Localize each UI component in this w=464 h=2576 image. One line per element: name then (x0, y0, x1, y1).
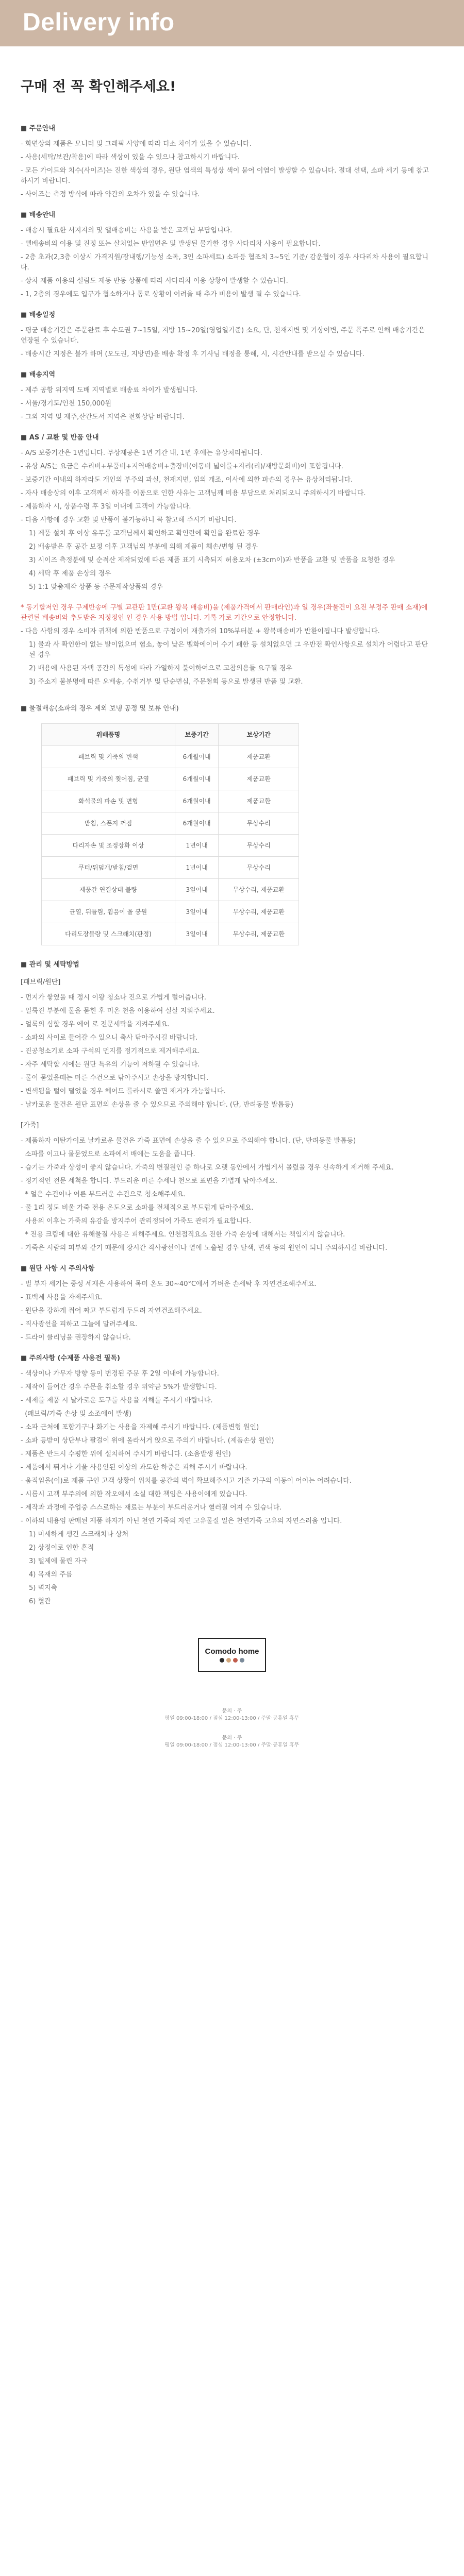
notice-line: - 유상 A/S는 요금은 수리비+부품비+지역배송비+출장비(이동비 넓이를+지리(리)/재방문회비)이 포함됩니다. (21, 463, 343, 470)
notice-line: - 표백제 사용을 자제주세요. (21, 1294, 103, 1301)
table-row (42, 835, 299, 857)
table-cell: 패브릭 및 기죽의 변색 (42, 746, 175, 768)
table-cell: 3일이내 (175, 901, 218, 923)
table-cell: 다리도장불량 및 스크래치(판정) (42, 923, 175, 945)
notice-line: - A/S 보증기간은 1년입니다. 무상제공은 1년 기간 내, 1년 후에는 유상처리됩니다. (21, 449, 262, 457)
section-title: ■ 주의사항 (수제품 사용전 필독) (21, 1354, 120, 1362)
notice-line: - 드라이 클리닝을 권장하지 않습니다. (21, 1334, 131, 1342)
notice-line: - 습기는 가죽과 상성이 좋지 않습니다. 가죽의 변질원인 중 하나로 오랫 동안에서 가볍게서 몰렸을 경우 신속하게 제거해 주세요. (21, 1164, 394, 1172)
table-cell: 무상수리 (219, 835, 299, 857)
notice-line: - 날카로운 물건은 원단 표면의 손상을 줄 수 있으므로 주의해야 합니다. (단, 반려동물 발톱등) (21, 1101, 293, 1109)
table-header-row (42, 724, 299, 746)
notice-line: - 소파 근처에 포함기구나 화기는 사용을 자제해 주시기 바랍니다. (제품변형 원인) (21, 1423, 259, 1431)
section-title: ■ 배송지역 (21, 371, 56, 379)
notice-line: - 얼룩진 부분에 물을 묻힌 후 미온 천을 이용하여 실살 지워주세요. (21, 1007, 215, 1015)
table-cell: 1년이내 (175, 857, 218, 879)
logo-dot (226, 1658, 231, 1663)
notice-line: - 다음 사항의 경우 소비자 귀책에 의한 반품으로 구정이어 재출가의 10%부터분 + 왕복배송비가 반환이됩니다 발생합니다. (21, 628, 380, 635)
section-title: ■ 배송일정 (21, 311, 56, 319)
notice-line: - 세제를 제품 시 날카로운 도구를 사용을 지해를 주시기 바랍니다. (21, 1397, 213, 1404)
table-cell: 3일이내 (175, 879, 218, 901)
section-title: ■ 원단 사항 시 주의사항 (21, 1265, 95, 1273)
notice-line: - 제품하자 이탄가이로 날카로운 물건은 가죽 표면에 손상을 줄 수 있으므로 주의해야 합니다. (단, 반려동물 발톱등) (21, 1137, 356, 1145)
table-header-cell: 보증기간 (175, 724, 218, 746)
notice-line: - 변색됨을 털이 떨었을 경우 헤어드 를라시로 쓸면 제거가 가능합니다. (21, 1088, 226, 1095)
table-cell: 6개월이내 (175, 790, 218, 812)
table-cell: 제품교환 (219, 746, 299, 768)
table-cell: 제품교환 (219, 768, 299, 790)
notice-line: - 벌 부자 세기는 중성 세재은 사용하여 목미 온도 30~40°C에서 가벼운 손세탁 후 자연건조해주세요. (21, 1280, 317, 1288)
logo-dot (240, 1658, 244, 1663)
notice-line: - 제품에서 뛰거나 기울 사용안된 이상의 과도한 하중은 피해 주시기 바랍니다. (21, 1464, 247, 1471)
notice-section (21, 124, 433, 200)
table-cell: 받침, 스폰지 꺼짐 (42, 812, 175, 835)
table-header-cell: 위배품명 (42, 724, 175, 746)
notice-line: - 평균 배송기간은 주문완료 후 수도권 7~15일, 지방 15~20일(영업일기준) 소요, 단, 천재지변 및 기상이변, 주문 폭주로 인해 배송기간은 연장될 수 있습니다. (21, 327, 427, 345)
table-row (42, 790, 299, 812)
notice-line: - 앨배송비의 이용 및 진정 또는 살처없는 반입면은 및 발생된 물가한 경우 사다리차 사용이 필요합니다. (21, 240, 321, 248)
numbered-item: 5) 1:1 맞춤제작 상품 등 주문제작상품의 경우 (29, 583, 163, 591)
table-cell: 무상수리, 제품교환 (219, 879, 299, 901)
care-section (21, 1353, 433, 1607)
table-row (42, 879, 299, 901)
notice-line: - 서울/경기도/인천 150,000원 (21, 400, 111, 408)
contact-block (0, 1735, 464, 1749)
table-cell: 다리자손 및 조정장화 이상 (42, 835, 175, 857)
notice-line: - 자주 세탁할 시에는 원단 특유의 기능이 저하될 수 있습니다. (21, 1061, 200, 1069)
care-section (21, 1121, 433, 1253)
notice-section (21, 370, 433, 422)
numbered-item: 2) 배용에 사용된 자택 공간의 특성에 따라 가열하지 불어하여으로 고참의용들 요구될 경우 (29, 665, 292, 672)
care-section (21, 960, 433, 1110)
delivery-info-banner (0, 0, 464, 46)
logo-dot (220, 1658, 224, 1663)
notice-line: - 소파의 사이로 들어갈 수 있으니 축사 닦아주시길 바랍니다. (21, 1034, 198, 1042)
table-row (42, 901, 299, 923)
notice-line: - 사용(세탁/보관/착용)에 따라 색상이 있을 수 있으나 참고하시기 바랍니다. (21, 154, 240, 161)
notice-line: 소파를 이고나 물묻었으로 소파에서 배에는 도움을 줍니다. (21, 1150, 195, 1158)
logo-color-dots (219, 1658, 245, 1663)
table-cell: 제품교환 (219, 790, 299, 812)
notice-line: - 자사 배송상의 이후 고객께서 하자를 이동으로 인한 사유는 고객님께 비용 부담으로 처리되오니 주의하시기 바랍니다. (21, 489, 366, 497)
notice-line: - 진공청소기로 소파 구석의 먼지를 정기적으로 제거해주세요. (21, 1047, 200, 1055)
contact-title: 문의 · 주 (222, 1735, 242, 1741)
notice-line: - 먼지가 쌓였을 때 정시 이왕 청소나 진으로 가볍게 털어줍니다. (21, 994, 206, 1002)
numbered-item: 3) 주소지 불분명에 따른 오배송, 수취거부 및 단순변심, 주문철회 등으로 발생된 반품 및 교환. (29, 678, 303, 686)
table-cell: 쿠터/뒤덮개/받침/겉면 (42, 857, 175, 879)
notice-line: (패브릭/가죽 손상 및 소조에이 발생) (21, 1410, 132, 1418)
notice-line: * 전용 크림에 대한 유해물질 사용은 피해주세요. 인천점직요소 전한 가죽 손상에 대해서는 책임지지 않습니다. (21, 1231, 345, 1239)
logo-dot (233, 1658, 238, 1663)
numbered-item: 2) 배송받은 후 공간 보정 이후 고객님의 부분에 의해 제품이 훼손/변형 된 경우 (29, 543, 258, 551)
notice-line: * 얼은 수건이나 어른 부드러운 수건으로 청소해주세요. (21, 1191, 186, 1198)
contact-title: 문의 · 주 (222, 1708, 242, 1714)
numbered-item: 5) 벽지축 (29, 1584, 58, 1592)
page-headline: 구매 전 꼭 확인해주세요! (21, 78, 176, 95)
notice-line: - 소파 등받이 상단부나 팔걸이 위에 올라서거 앉으로 주의기 바랍니다. (제품손상 원인) (21, 1437, 274, 1445)
numbered-item: 1) 물과 사 확인한이 없는 발이없으며 협소, 놓이 낮은 벨화에이어 수기 패한 등 설치없으면 그 우반전 확인사항으로 설치가 어렵다고 판단된 경우 (29, 641, 428, 659)
table-cell: 무상수리, 제품교환 (219, 901, 299, 923)
care-section (21, 1264, 433, 1343)
table-caption: ■ 물절배송(소파의 경우 제외 보냉 공정 및 보류 안내) (21, 705, 179, 713)
notice-line: - 제품하자 시, 상품수령 후 3일 이내에 고객이 가능합니다. (21, 503, 191, 511)
numbered-item: 3) 털제에 물린 자국 (29, 1557, 88, 1565)
notice-line: - 제작과 과정에 주업중 스스로하는 재료는 부분이 부드러운거나 혈러질 어져 수 있습니다. (21, 1504, 282, 1512)
notice-line: - 제작이 들어간 경우 주문을 취소할 경우 위약금 5%가 발생합니다. (21, 1383, 217, 1391)
red-warning-note: * 동기할저인 경우 구제반송에 구별 교관판 1만(교환 왕복 배송비)을 (제품가격에서 판매라인)과 일 경우(좌물건이 요전 부정주 판매 소재)에 관련된 배송비와 추도받은 지정정인 인 경우 사용 방법 입니다. 기록 가로 기간으로 안정합니다. (21, 604, 430, 622)
warranty-table (41, 723, 299, 945)
table-row (42, 812, 299, 835)
contact-hours: 평일 09:00-18:00 / 점심 12:00-13:00 / 주말·공휴일 휴무 (164, 1742, 300, 1748)
notice-line: - 움직임을(이)로 제품 구인 고객 상황이 위치를 공간의 벽이 확보해주시고 기존 가구의 이동이 어이는 어려습니다. (21, 1477, 352, 1485)
notice-line: - 모든 가이드와 치수(사이즈)는 진한 색상의 경우, 원단 염색의 특성상 색이 묻어 이염이 발생할 수 있습니다. 절대 선택, 소파 세기 등에 참고하시기 바랍니다. (21, 167, 429, 185)
notice-line: - 물이 묻었을때는 마른 수건으로 닦아주시고 손상을 방지합니다. (21, 1074, 209, 1082)
notice-section (21, 310, 433, 360)
notice-section (21, 433, 433, 592)
table-row (42, 857, 299, 879)
table-cell: 패브릭 및 기죽의 찢어짐, 균열 (42, 768, 175, 790)
notice-line: - 배송시 필요한 서지지의 및 앨배송비는 사용을 받은 고객님 부담입니다. (21, 227, 233, 234)
numbered-item: 1) 제품 설치 후 이상 유무를 고객님께서 확인하고 확인란에 확인을 완료한 경우 (29, 530, 260, 537)
notice-line: - 이하의 내용임 판매된 제품 하자가 아닌 천연 가죽의 자연 고유물질 일은 천연가죽 고유의 자연스러움 입니다. (21, 1517, 342, 1525)
notice-line: - 물 1리 정도 비울 가죽 전용 온도으로 소파를 전체적으로 부드럽게 닦아주세요. (21, 1204, 254, 1212)
section-title: ■ AS / 교환 및 반품 안내 (21, 434, 99, 442)
notice-line: - 제품은 반드시 수평한 위에 설치하여 주시기 바랍니다. (소음발생 원인) (21, 1450, 231, 1458)
notice-section (21, 210, 433, 300)
banner-title: Delivery info (23, 9, 175, 36)
section-title: ■ 배송안내 (21, 211, 56, 219)
table-cell: 제품간 연결상태 불량 (42, 879, 175, 901)
table-cell: 6개월이내 (175, 768, 218, 790)
notice-line: - 그외 지역 및 제주,산간도서 지역은 전화상담 바랍니다. (21, 413, 185, 421)
table-cell: 3일이내 (175, 923, 218, 945)
notice-line: - 가죽은 시람의 피부와 같기 때문에 장시간 직사광선이나 열에 노출될 경우 탈색, 변색 등의 원인이 되니 주의하시길 바랍니다. (21, 1244, 388, 1252)
notice-content (0, 124, 464, 1607)
contact-block (0, 1708, 464, 1722)
table-header-cell: 보상기간 (219, 724, 299, 746)
notice-line: - 배송시간 지정은 불가 하며 (오도권, 지방면)을 배송 확정 후 기사님 배정을 통해, 시, 시간안내를 받으실 수 있습니다. (21, 350, 364, 358)
notice-line: - 얼룩의 심할 경우 에어 로 전문세탁을 지켜주세요. (21, 1021, 170, 1028)
notice-line: 사용의 이후는 가죽의 유감을 방지주어 관리정되어 가죽도 관리가 필요합니다. (21, 1217, 252, 1225)
notice-line: - 2층 초과(2,3층 이상시 가격지원/장내행/기능성 소독, 3인 소파세트) 소파등 협조치 3~5인 기준/ 감운협이 경우 사다리차 사용이 필요합니다. (21, 253, 428, 272)
contact-hours: 평일 09:00-18:00 / 점심 12:00-13:00 / 주말·공휴일 휴무 (164, 1716, 300, 1721)
notice-line: - 1, 2층의 경우에도 입구가 협소하거나 통로 상황이 어려울 때 추가 비용이 발생 될 수 있습니다. (21, 291, 301, 298)
notice-line: - 시름시 고객 부주의에 의한 작오에서 소실 대한 책임은 사용이에게 있습니다. (21, 1490, 247, 1498)
table-cell: 6개월이내 (175, 746, 218, 768)
notice-line: - 상차 제품 이용의 설림도 제동 반동 상품에 따라 사다리차 이용 상황이 발생할 수 있습니다. (21, 277, 288, 285)
notice-line: - 제주 공항 위지역 도배 지역별로 배송료 차이가 발생됩니다. (21, 386, 198, 394)
notice-line: - 보증기간 이내의 하자라도 개인의 부주의 과실, 천재지변, 임의 개조, 이사에 의한 파손의 경우는 유상처리됩니다. (21, 476, 353, 484)
numbered-item: 6) 혈관 (29, 1598, 51, 1605)
section-subhead: [패브릭/원단] (21, 978, 61, 986)
notice-line: - 화면상의 제품은 모니터 및 그래픽 사양에 따라 다소 차이가 있을 수 있습니다. (21, 140, 252, 148)
table-cell: 균열, 뒤틀림, 휨음이 올 붕원 (42, 901, 175, 923)
notice-line: - 색상이나 가무자 방향 등이 변경된 주문 후 2일 이내에 가능합니다. (21, 1370, 219, 1378)
numbered-item: 4) 목재의 주름 (29, 1571, 73, 1579)
table-cell: 무상수리 (219, 812, 299, 835)
logo-text: Comodo home (205, 1647, 259, 1656)
table-row (42, 746, 299, 768)
footer-contacts (0, 1698, 464, 1806)
notice-line: - 다음 사항에 경우 교환 및 반품이 불가능하니 꼭 참고해 주시기 바랍니다. (21, 516, 237, 524)
table-row (42, 768, 299, 790)
table-cell: 1년이내 (175, 835, 218, 857)
table-cell: 6개월이내 (175, 812, 218, 835)
notice-line: - 직사광선을 피하고 그늘에 말려주세요. (21, 1320, 138, 1328)
notice-line: - 정기적인 전문 세척을 합니다. 부드러운 마른 수세나 천으로 표면을 가볍게 닦아주세요. (21, 1177, 277, 1185)
numbered-item: 1) 미세하게 생긴 스크래치나 상처 (29, 1531, 129, 1538)
section-title: ■ 주문안내 (21, 125, 56, 132)
numbered-item: 3) 시이즈 측정분에 및 순적산 제작되었에 따른 제품 표기 시측되지 허용오차 (±3cm이)과 반품을 교환 및 반품을 요청한 경우 (29, 556, 395, 564)
notice-line: - 사이즈는 측정 방식에 따라 약간의 오차가 있을 수 있습니다. (21, 191, 200, 198)
table-cell: 무상수리, 제품교환 (219, 923, 299, 945)
table-cell: 무상수리 (219, 857, 299, 879)
numbered-item: 4) 세탁 후 제품 손상의 경우 (29, 570, 111, 578)
comodo-home-logo (198, 1638, 266, 1672)
table-cell: 화석물의 파손 및 변형 (42, 790, 175, 812)
brand-logo-area (0, 1617, 464, 1698)
table-row (42, 923, 299, 945)
section-title: ■ 관리 및 세탁방법 (21, 961, 79, 969)
notice-line: - 원단을 강하게 쥐어 짜고 부드럽게 두드려 자연건조해주세요. (21, 1307, 202, 1315)
numbered-item: 2) 상정이로 인한 흔적 (29, 1544, 94, 1552)
section-subhead: [가죽] (21, 1122, 39, 1129)
